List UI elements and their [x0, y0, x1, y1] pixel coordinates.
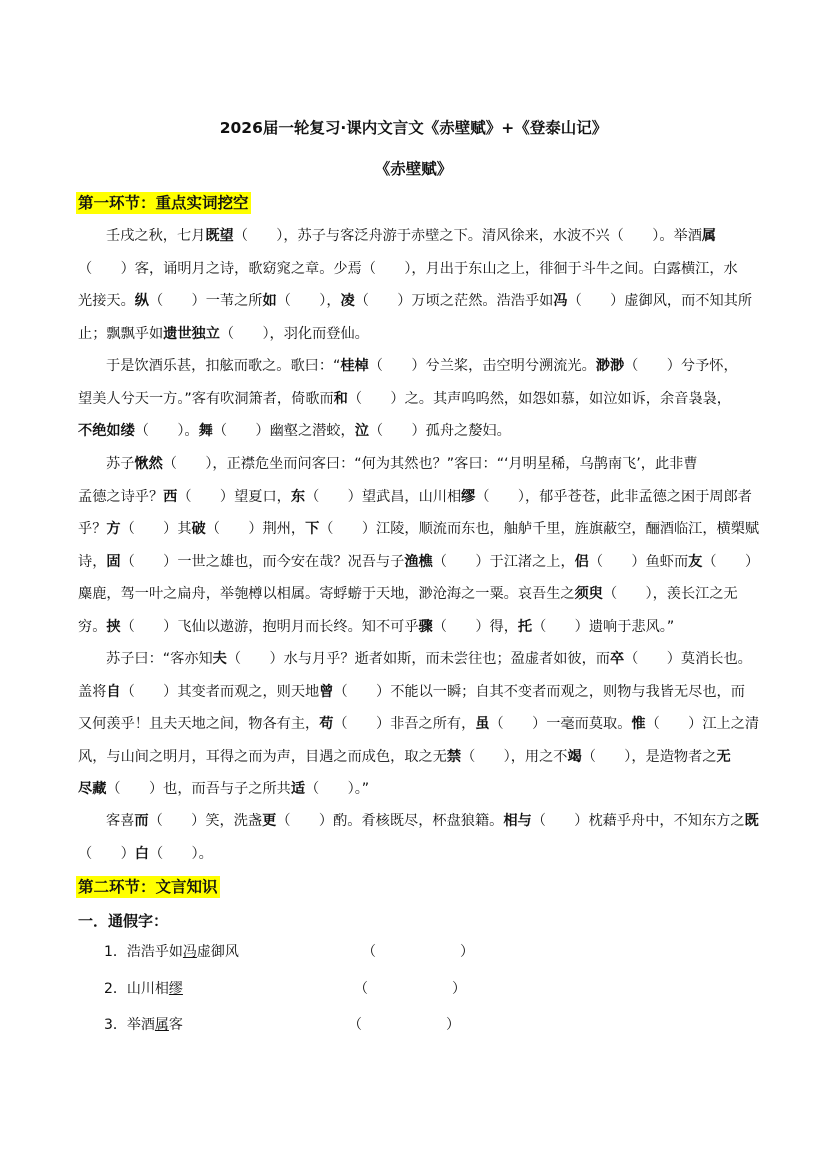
- item-number: 2．: [104, 981, 127, 997]
- paragraph-5: [78, 805, 768, 870]
- paragraph-line: 光接天。纵（ ）一苇之所如（ ），凌（ ）万顷之茫然。浩浩乎如冯（ ）虚御风，而不知其所: [78, 293, 753, 309]
- section-heading-2: 第二环节：文言知识: [78, 878, 218, 896]
- paragraph-line: 穷。挟（ ）飞仙以遨游，抱明月而长终。知不可乎骤（ ）得，托（ ）遗响于悲风。”: [78, 618, 675, 635]
- paragraph-line: 苏子愀然（ ），正襟危坐而问客曰：“何为其然也？”客曰：“‘月明星稀，乌鹊南飞’，此非曹: [106, 456, 698, 472]
- list-item: [104, 978, 466, 998]
- item-text-pre: 浩浩乎如: [126, 944, 183, 960]
- paragraph-line: 止；飘飘乎如遗世独立（ ），羽化而登仙。: [78, 325, 369, 342]
- list-item: [104, 1014, 460, 1034]
- paragraph-line: （ ）白（ ）。: [78, 845, 213, 862]
- paragraph-line: （ ）客，诵明月之诗，歌窈窕之章。少焉（ ），月出于东山之上，徘徊于斗牛之间。白露横江，水: [78, 260, 738, 277]
- item-key-char: 冯: [182, 944, 197, 960]
- item-number: 1．: [104, 944, 127, 960]
- answer-blank: （ ）: [362, 944, 474, 960]
- paragraph-line: 孟德之诗乎？西（ ）望夏口，东（ ）望武昌，山川相缪（ ），郁乎苍苍，此非孟德之困于周郎者: [78, 488, 752, 505]
- item-key-char: 属: [154, 1017, 169, 1033]
- paragraph-line: 尽藏（ ）也，而吾与子之所共适（ ）。”: [78, 781, 370, 797]
- section-heading-1: 第一环节：重点实词挖空: [78, 194, 249, 212]
- paragraph-2: [78, 350, 768, 448]
- item-text-post: 虚御风: [196, 944, 239, 960]
- item-text-pre: 举酒: [126, 1017, 155, 1033]
- item-text-pre: 山川相: [126, 981, 169, 997]
- paragraph-line: 麋鹿，驾一叶之扁舟，举匏樽以相属。寄蜉蝣于天地，渺沧海之一粟。哀吾生之须臾（ ），羡长江之无: [78, 586, 738, 602]
- document-title: 2026届一轮复习·课内文言文《赤壁赋》+《登泰山记》: [219, 119, 608, 137]
- item-text-post: 客: [168, 1017, 183, 1033]
- paragraph-4: [78, 643, 768, 806]
- paragraph-line: 望美人兮天一方。”客有吹洞箫者，倚歌而和（ ）之。其声呜呜然，如怨如慕，如泣如诉，余音袅袅，: [78, 390, 731, 407]
- item-key-char: 缪: [168, 981, 183, 997]
- paragraph-line: 苏子曰：“客亦知夫（ ）水与月乎？逝者如斯，而未尝往也；盈虚者如彼，而卒（ ）莫消长也。: [106, 651, 752, 667]
- paragraph-line: 诗，固（ ）一世之雄也，而今安在哉？况吾与子渔樵（ ）于江渚之上，侣（ ）鱼虾而友（ ）: [78, 553, 760, 570]
- paragraph-line: 盖将自（ ）其变者而观之，则天地曾（ ）不能以一瞬；自其不变者而观之，则物与我皆无尽也，而: [78, 683, 745, 700]
- paragraph-3: [78, 448, 768, 643]
- paragraph-line: 风，与山间之明月，耳得之而为声，目遇之而成色，取之无禁（ ），用之不竭（ ），是造物者之无: [78, 748, 731, 765]
- item-number: 3．: [104, 1017, 127, 1033]
- essay-title: 《赤壁赋》: [374, 160, 453, 178]
- paragraph-1: [78, 220, 768, 350]
- paragraph-line: 乎？方（ ）其破（ ）荆州，下（ ）江陵，顺流而东也，舳舻千里，旌旗蔽空，酾酒临江，横槊赋: [78, 521, 760, 537]
- answer-blank: （ ）: [348, 1017, 460, 1033]
- paragraph-line: 客喜而（ ）笑，洗盏更（ ）酌。肴核既尽，杯盘狼籍。相与（ ）枕藉乎舟中，不知东方之既: [106, 813, 759, 829]
- list-item: [104, 941, 474, 961]
- paragraph-line: 于是饮酒乐甚，扣舷而歌之。歌曰：“桂棹（ ）兮兰桨，击空明兮溯流光。渺渺（ ）兮予怀，: [106, 358, 738, 374]
- paragraph-line: 不绝如缕（ ）。舞（ ）幽壑之潜蛟，泣（ ）孤舟之嫠妇。: [78, 423, 511, 439]
- answer-blank: （ ）: [354, 981, 466, 997]
- paragraph-line: 又何羡乎！且夫天地之间，物各有主，苟（ ）非吾之所有，虽（ ）一毫而莫取。惟（ ）江上之清: [78, 716, 760, 732]
- tongjiazi-heading: 一．通假字：: [78, 912, 169, 930]
- paragraph-line: 壬戌之秋，七月既望（ ），苏子与客泛舟游于赤壁之下。清风徐来，水波不兴（ ）。举酒属: [106, 228, 717, 244]
